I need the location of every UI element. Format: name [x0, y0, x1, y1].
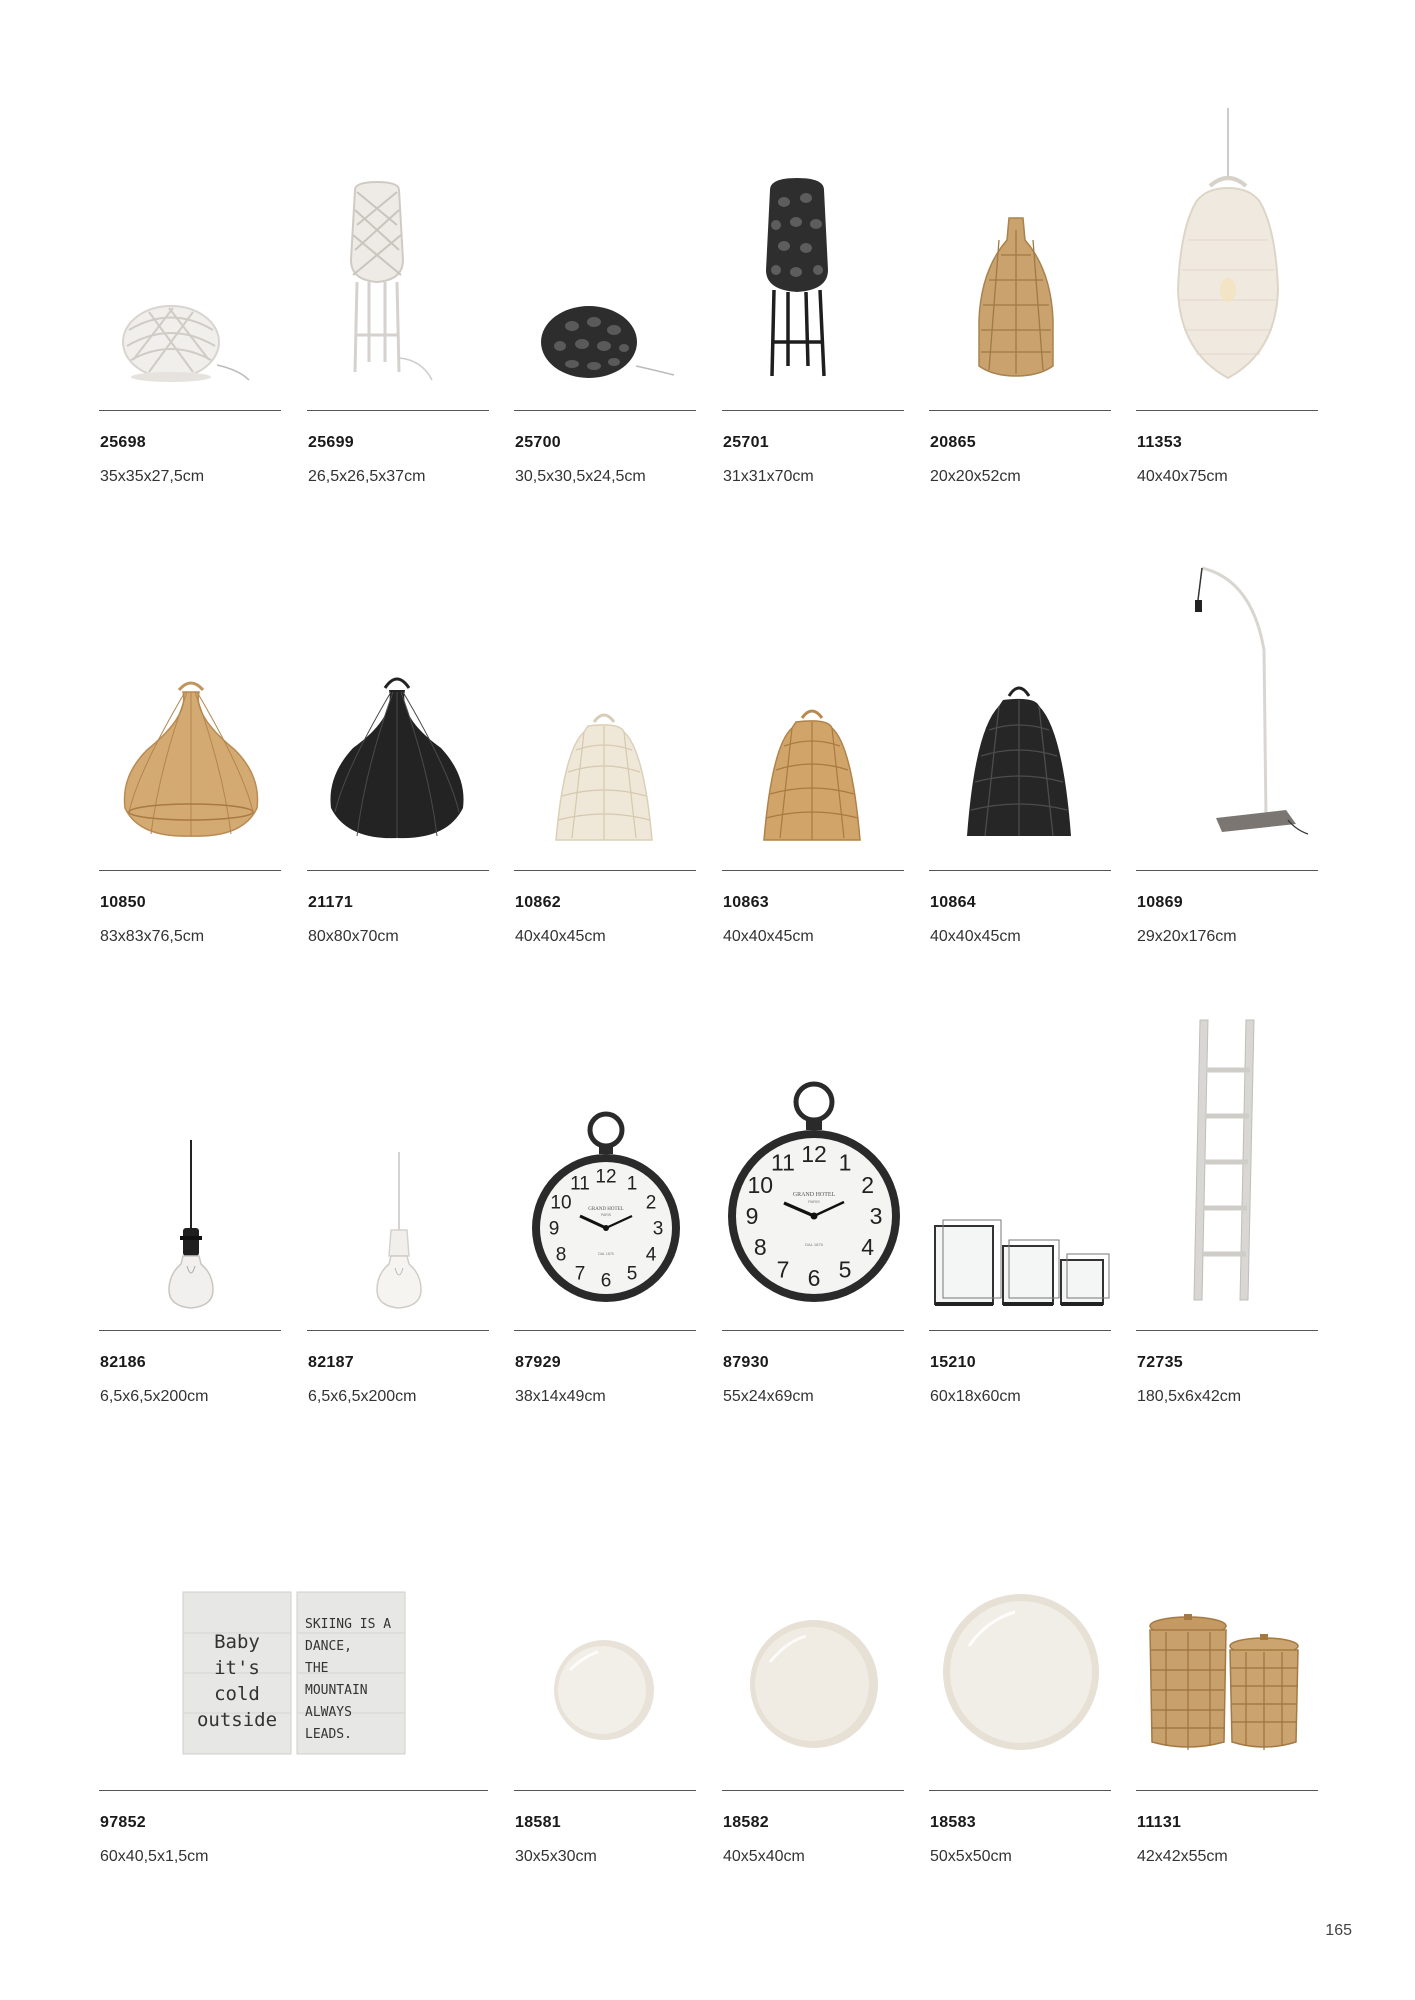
- divider: [99, 410, 281, 411]
- divider: [99, 1790, 488, 1791]
- divider: [99, 1330, 281, 1331]
- product-dimensions: 40x40x45cm: [723, 928, 814, 945]
- divider: [1136, 870, 1318, 871]
- white-round-table-lamp-icon: [99, 90, 281, 410]
- product-code: 18582: [723, 1814, 769, 1831]
- divider: [929, 1330, 1111, 1331]
- product-dimensions: 31x31x70cm: [723, 468, 814, 485]
- clock-numeral: 11: [771, 1149, 795, 1176]
- clock-numeral: 5: [838, 1256, 852, 1283]
- clock-numeral: 11: [570, 1173, 590, 1195]
- product-code: 18581: [515, 1814, 561, 1831]
- divider: [722, 410, 904, 411]
- divider: [307, 1330, 489, 1331]
- product-dimensions: 40x5x40cm: [723, 1848, 805, 1865]
- product-dimensions: 60x18x60cm: [930, 1388, 1021, 1405]
- natural-rattan-pendant-icon: [99, 550, 281, 870]
- clock-numeral: 4: [861, 1234, 875, 1261]
- product-code: 25701: [723, 434, 769, 451]
- divider: [514, 1790, 696, 1791]
- divider: [514, 410, 696, 411]
- white-ladder-icon: [1136, 1010, 1318, 1330]
- svg-text:PARIS: PARIS: [600, 1213, 612, 1217]
- clock-numeral: 7: [574, 1263, 586, 1285]
- product-code: 97852: [100, 1814, 146, 1831]
- divider: [1136, 1330, 1318, 1331]
- black-bulb-pendant-icon: [99, 1010, 281, 1330]
- product-code: 87930: [723, 1354, 769, 1371]
- product-code: 25699: [308, 434, 354, 451]
- svg-text:ALWAYS: ALWAYS: [305, 1705, 352, 1720]
- clock-numeral: 7: [776, 1256, 790, 1283]
- clock-numeral: 2: [861, 1172, 875, 1199]
- svg-text:GRAND HOTEL: GRAND HOTEL: [792, 1192, 836, 1198]
- natural-woven-pendant-icon: [722, 550, 904, 870]
- svg-text:DANCE,: DANCE,: [305, 1639, 352, 1654]
- glass-display-boxes-icon: [929, 1010, 1111, 1330]
- product-code: 10850: [100, 894, 146, 911]
- product-dimensions: 6,5x6,5x200cm: [308, 1388, 417, 1405]
- divider: [514, 1330, 696, 1331]
- svg-text:it's: it's: [214, 1657, 260, 1679]
- product-dimensions: 30,5x30,5x24,5cm: [515, 468, 646, 485]
- clock-numeral: 1: [838, 1149, 852, 1176]
- product-dimensions: 40x40x45cm: [930, 928, 1021, 945]
- divider: [1136, 1790, 1318, 1791]
- divider: [99, 870, 281, 871]
- clock-numeral: 6: [600, 1270, 612, 1292]
- svg-text:DAL 1875: DAL 1875: [598, 1252, 614, 1256]
- divider: [722, 870, 904, 871]
- clock-numeral: 3: [652, 1218, 664, 1240]
- svg-text:Baby: Baby: [214, 1631, 260, 1653]
- svg-text:PARIS: PARIS: [808, 1199, 820, 1204]
- clock-numeral: 3: [869, 1203, 883, 1230]
- product-dimensions: 35x35x27,5cm: [100, 468, 205, 485]
- product-code: 25698: [100, 434, 146, 451]
- divider: [722, 1330, 904, 1331]
- svg-text:GRAND HOTEL: GRAND HOTEL: [588, 1207, 624, 1212]
- arc-floor-lamp-icon: [1136, 550, 1318, 870]
- product-dimensions: 83x83x76,5cm: [100, 928, 205, 945]
- white-hanging-lamp-icon: [1136, 90, 1318, 410]
- svg-text:SKIING IS A: SKIING IS A: [305, 1617, 392, 1632]
- clock-numeral: 12: [801, 1141, 827, 1168]
- clock-numeral: 10: [550, 1192, 572, 1214]
- product-code: 10869: [1137, 894, 1183, 911]
- product-code: 10862: [515, 894, 561, 911]
- round-mirror-small-icon: [514, 1470, 696, 1790]
- product-dimensions: 180,5x6x42cm: [1137, 1388, 1242, 1405]
- clock-numeral: 6: [807, 1265, 821, 1292]
- product-dimensions: 20x20x52cm: [930, 468, 1021, 485]
- white-bulb-pendant-icon: [307, 1010, 489, 1330]
- product-dimensions: 26,5x26,5x37cm: [308, 468, 426, 485]
- black-round-table-lamp-icon: [514, 90, 696, 410]
- round-mirror-medium-icon: [722, 1470, 904, 1790]
- svg-text:THE: THE: [305, 1661, 329, 1676]
- svg-text:DAL 1875: DAL 1875: [805, 1242, 823, 1247]
- divider: [929, 1790, 1111, 1791]
- svg-text:outside: outside: [196, 1709, 278, 1731]
- clock-numeral: 8: [555, 1244, 567, 1266]
- divider: [514, 870, 696, 871]
- black-lamp-on-stand-icon: [722, 90, 904, 410]
- product-dimensions: 55x24x69cm: [723, 1388, 814, 1405]
- product-code: 21171: [308, 894, 354, 911]
- product-code: 10864: [930, 894, 976, 911]
- clock-numeral: 12: [595, 1166, 617, 1188]
- product-code: 11131: [1137, 1814, 1182, 1831]
- wall-text-panels-icon: [99, 1470, 488, 1790]
- svg-text:LEADS.: LEADS.: [305, 1727, 352, 1742]
- product-code: 11353: [1137, 434, 1183, 451]
- rattan-bottle-lamp-icon: [929, 90, 1111, 410]
- product-dimensions: 50x5x50cm: [930, 1848, 1012, 1865]
- divider: [722, 1790, 904, 1791]
- product-dimensions: 38x14x49cm: [515, 1388, 606, 1405]
- product-code: 82187: [308, 1354, 354, 1371]
- black-rattan-pendant-icon: [307, 550, 489, 870]
- product-code: 72735: [1137, 1354, 1183, 1371]
- product-code: 25700: [515, 434, 561, 451]
- svg-text:cold: cold: [214, 1683, 260, 1705]
- clock-numeral: 10: [747, 1172, 774, 1199]
- pocket-watch-clock-icon: [514, 1010, 696, 1330]
- clock-numeral: 9: [745, 1203, 759, 1230]
- divider: [929, 870, 1111, 871]
- product-dimensions: 42x42x55cm: [1137, 1848, 1228, 1865]
- divider: [307, 410, 489, 411]
- svg-text:MOUNTAIN: MOUNTAIN: [305, 1683, 368, 1698]
- product-code: 10863: [723, 894, 769, 911]
- product-dimensions: 30x5x30cm: [515, 1848, 597, 1865]
- clock-numeral: 4: [645, 1244, 657, 1266]
- pocket-watch-clock-large-icon: [722, 1010, 904, 1330]
- product-dimensions: 6,5x6,5x200cm: [100, 1388, 209, 1405]
- page-number: 165: [1325, 1922, 1352, 1939]
- divider: [929, 410, 1111, 411]
- white-lamp-on-stand-icon: [307, 90, 489, 410]
- clock-numeral: 8: [753, 1234, 767, 1261]
- divider: [1136, 410, 1318, 411]
- product-dimensions: 29x20x176cm: [1137, 928, 1237, 945]
- laundry-baskets-icon: [1136, 1470, 1318, 1790]
- product-code: 15210: [930, 1354, 976, 1371]
- product-code: 18583: [930, 1814, 976, 1831]
- white-woven-pendant-icon: [514, 550, 696, 870]
- clock-numeral: 2: [645, 1192, 657, 1214]
- round-mirror-large-icon: [929, 1470, 1111, 1790]
- clock-numeral: 9: [548, 1218, 560, 1240]
- product-dimensions: 40x40x45cm: [515, 928, 606, 945]
- black-woven-pendant-icon: [929, 550, 1111, 870]
- clock-numeral: 5: [626, 1263, 638, 1285]
- clock-numeral: 1: [626, 1173, 638, 1195]
- divider: [307, 870, 489, 871]
- product-code: 20865: [930, 434, 976, 451]
- product-code: 87929: [515, 1354, 561, 1371]
- product-dimensions: 60x40,5x1,5cm: [100, 1848, 209, 1865]
- product-dimensions: 40x40x75cm: [1137, 468, 1228, 485]
- product-code: 82186: [100, 1354, 146, 1371]
- product-dimensions: 80x80x70cm: [308, 928, 399, 945]
